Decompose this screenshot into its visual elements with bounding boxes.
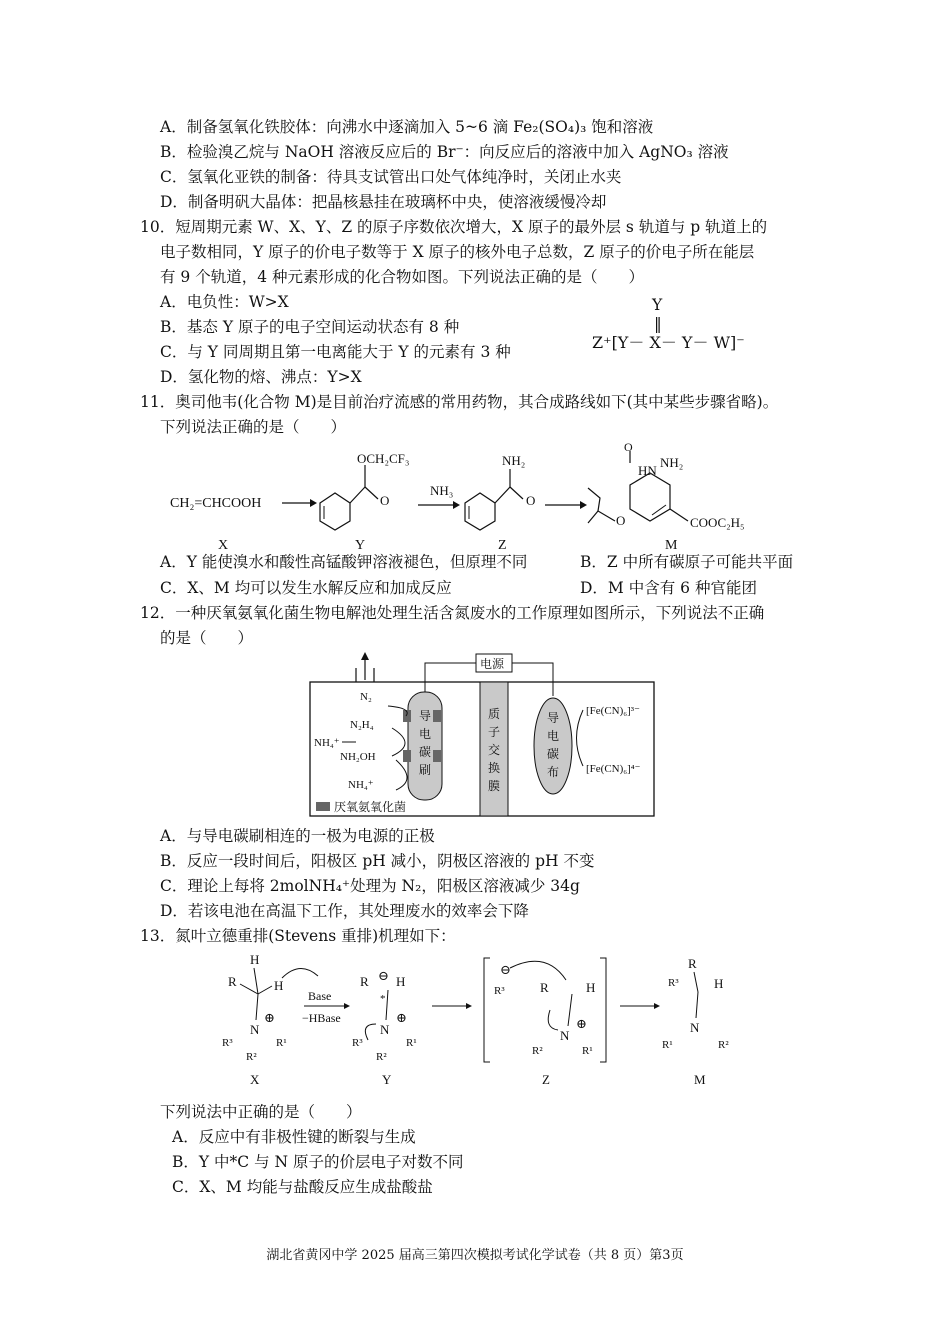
m-o-top-label: O — [624, 443, 633, 454]
m-bond-cn — [696, 992, 698, 1018]
n2h4-label: N₂H₄ — [350, 719, 374, 731]
m-cooet-label: COOC₂H₅ — [690, 515, 745, 530]
x-r3: R³ — [222, 1037, 233, 1049]
arrowhead-x-y — [310, 499, 317, 507]
bacteria-2 — [433, 710, 441, 722]
nh4-left-label: NH₄⁺ — [314, 737, 340, 749]
z-minus: ⊖ — [500, 962, 511, 977]
z-nh2-label: NH₂ — [502, 453, 526, 468]
q9-option-d: D．制备明矾大晶体：把晶核悬挂在玻璃杯中央，使溶液缓慢冷却 — [160, 193, 607, 211]
z-bond-cn — [568, 994, 572, 1026]
x-h-right: H — [274, 978, 284, 993]
z-r: R — [540, 980, 549, 995]
y-bond-cn — [386, 990, 388, 1020]
x-r: R — [228, 974, 237, 989]
y-curved-arrow — [365, 1024, 376, 1040]
q11-stem-line2: 下列说法正确的是（ ） — [160, 418, 347, 436]
arrowhead-x-y — [344, 1003, 350, 1009]
arrow-fe-reduction — [577, 710, 584, 766]
brush-char-4: 刷 — [419, 763, 432, 777]
x-r1: R¹ — [276, 1037, 287, 1049]
q13-question: 下列说法中正确的是（ ） — [160, 1103, 362, 1121]
m-pentyl-branch — [588, 511, 598, 523]
y-h: H — [396, 974, 406, 989]
m-o-ring-label: O — [616, 513, 626, 528]
q10-option-a: A．电负性：W>X — [160, 293, 289, 311]
y-plus: ⊕ — [396, 1010, 407, 1025]
q13-option-b: B．Y 中*C 与 N 原子的价层电子对数不同 — [172, 1153, 464, 1171]
membrane-char-4: 换 — [488, 761, 501, 775]
q13-option-a: A．反应中有非极性键的断裂与生成 — [172, 1128, 416, 1146]
m-nh2-label: NH₂ — [660, 455, 684, 470]
q10-structure-top-y: Y — [652, 296, 663, 314]
z-curved-arrow-bottom — [548, 1010, 558, 1030]
nh3-reagent: NH₃ — [430, 483, 454, 498]
brush-char-1: 导 — [419, 709, 432, 723]
q11-option-c: C．X、M 均可以发生水解反应和加成反应 — [160, 579, 452, 597]
label-m: M — [694, 1072, 706, 1087]
q12-electrolysis-diagram — [308, 648, 658, 820]
q12-stem-line1: 12．一种厌氧氨氧化菌生物电解池处理生活含氮废水的工作原理如图所示，下列说法不正确 — [140, 604, 765, 622]
m-r: R — [688, 956, 697, 971]
q13-mechanism-scheme — [210, 950, 770, 1090]
z-n: N — [560, 1028, 570, 1043]
m-r1: R¹ — [662, 1039, 673, 1051]
z-r2: R² — [532, 1045, 543, 1057]
y-r1: R¹ — [406, 1037, 417, 1049]
x-h-top: H — [250, 952, 260, 967]
page-footer: 湖北省黄冈中学 2025 届高三第四次模拟考试化学试卷（共 8 页）第3页 — [266, 1248, 684, 1263]
x-bond-ch — [254, 968, 258, 994]
m-r3: R³ — [668, 977, 679, 989]
cloth-char-4: 布 — [547, 765, 560, 779]
ring-m — [630, 473, 670, 521]
q11-option-d: D．M 中含有 6 种官能团 — [580, 579, 757, 597]
cloth-char-2: 电 — [547, 729, 560, 743]
arrowhead-z-m — [654, 1003, 660, 1009]
bacteria-3 — [403, 750, 411, 762]
q11-option-a: A．Y 能使溴水和酸性高锰酸钾溶液褪色，但原理不同 — [160, 553, 528, 571]
q10-structure-formula: Z⁺[Y－ X－ Y－ W]⁻ — [592, 333, 745, 352]
legend-swatch — [316, 802, 330, 811]
q9-option-b: B．检验溴乙烷与 NaOH 溶液反应后的 Br⁻：向反应后的溶液中加入 AgNO₃ 溶液 — [160, 143, 729, 161]
x-bond-cr — [240, 984, 258, 994]
power-source-label: 电源 — [480, 657, 505, 671]
y-co-bond — [365, 487, 378, 499]
membrane-char-2: 子 — [488, 725, 501, 739]
label-y: Y — [355, 538, 366, 553]
x-n: N — [250, 1022, 260, 1037]
x-r2: R² — [246, 1051, 257, 1063]
wire-cathode — [512, 663, 553, 696]
m-hn-label: HN — [638, 463, 657, 478]
y-r: R — [360, 974, 369, 989]
q12-option-a: A．与导电碳刷相连的一极为电源的正极 — [160, 827, 435, 845]
label-m: M — [665, 538, 678, 553]
z-o-label: O — [526, 493, 536, 508]
m-bond-cr — [694, 972, 698, 992]
y-n: N — [380, 1022, 390, 1037]
label-x: X — [218, 538, 229, 553]
m-pentyl-chain — [588, 488, 615, 521]
z-bracket-right — [600, 958, 606, 1062]
membrane-char-1: 质 — [488, 707, 501, 721]
q13-option-c: C．X、M 均能与盐酸反应生成盐酸盐 — [172, 1178, 433, 1196]
cloth-char-1: 导 — [547, 711, 560, 725]
z-co-bond — [510, 487, 523, 499]
label-y: Y — [382, 1072, 392, 1087]
hbase-label: −HBase — [302, 1011, 341, 1025]
nh4-bottom-label: NH₄⁺ — [348, 779, 374, 791]
arrowhead-z-m — [580, 501, 587, 509]
y-minus: ⊖ — [378, 968, 389, 983]
m-h: H — [714, 976, 724, 991]
label-z: Z — [542, 1072, 550, 1087]
cloth-char-3: 碳 — [547, 747, 560, 761]
y-o-label: O — [380, 493, 390, 508]
arrow-nh4-cycle — [396, 760, 407, 790]
z-carbonyl-bond — [495, 487, 510, 503]
label-z: Z — [498, 538, 507, 553]
q10-option-c: C．与 Y 同周期且第一电离能大于 Y 的元素有 3 种 — [160, 343, 511, 361]
brush-char-2: 电 — [419, 727, 432, 741]
q11-synthesis-scheme — [160, 443, 800, 553]
membrane-char-5: 膜 — [488, 779, 501, 793]
z-curved-arrow-top — [510, 961, 566, 980]
legend-label: 厌氧氨氧化菌 — [334, 800, 407, 814]
q12-option-c: C．理论上每将 2molNH₄⁺处理为 N₂，阳极区溶液减少 34g — [160, 877, 580, 895]
arrowhead-y-z — [466, 1003, 472, 1009]
ring-m-double-bond — [652, 505, 666, 515]
fe-cn6-3-label: [Fe(CN)₆]³⁻ — [586, 705, 640, 717]
x-formula: CH₂=CHCOOH — [170, 496, 262, 511]
q10-option-d: D．氢化物的熔、沸点：Y>X — [160, 368, 362, 386]
m-r2: R² — [718, 1039, 729, 1051]
y-r2: R² — [376, 1051, 387, 1063]
wire-anode — [425, 663, 476, 692]
q11-option-b: B．Z 中所有碳原子可能共平面 — [580, 553, 794, 571]
z-r3: R³ — [494, 985, 505, 997]
q10-option-b: B．基态 Y 原子的电子空间运动状态有 8 种 — [160, 318, 460, 336]
m-ester-bond — [670, 509, 688, 521]
brush-char-3: 碳 — [419, 745, 432, 759]
z-h: H — [586, 980, 596, 995]
z-plus: ⊕ — [576, 1016, 587, 1031]
q12-option-b: B．反应一段时间后，阳极区 pH 减小，阴极区溶液的 pH 不变 — [160, 852, 595, 870]
membrane-char-3: 交 — [488, 743, 501, 757]
y-star: * — [380, 993, 386, 1005]
bacteria-4 — [433, 750, 441, 762]
x-bond-cn — [256, 994, 258, 1020]
q9-option-c: C．氢氧化亚铁的制备：待具支试管出口处气体纯净时，关闭止水夹 — [160, 168, 622, 186]
q13-stem: 13．氮叶立德重排(Stevens 重排)机理如下： — [140, 927, 456, 945]
fe-cn6-4-label: [Fe(CN)₆]⁴⁻ — [586, 763, 641, 775]
q12-stem-line2: 的是（ ） — [160, 629, 254, 647]
q10-stem-line2: 电子数相同，Y 原子的价电子数等于 X 原子的核外电子总数，Z 原子的价电子所在能层 — [160, 243, 755, 261]
x-bond-ch2 — [258, 986, 272, 994]
nh2oh-label: NH₂OH — [340, 751, 376, 763]
q10-stem-line1: 10．短周期元素 W、X、Y、Z 的原子序数依次增大，X 原子的最外层 s 轨道与 p 轨道上的 — [140, 218, 768, 236]
z-r1: R¹ — [582, 1045, 593, 1057]
y-r3: R³ — [352, 1037, 363, 1049]
y-carbonyl-bond — [350, 487, 365, 503]
q11-stem-line1: 11．奥司他韦(化合物 M)是目前治疗流感的常用药物，其合成路线如下(其中某些步骤省略)。 — [140, 393, 779, 411]
x-plus: ⊕ — [264, 1010, 275, 1025]
q10-structure-double-bond: ‖ — [654, 315, 662, 333]
gas-arrowhead — [361, 652, 369, 660]
q12-option-d: D．若该电池在高温下工作，其处理废水的效率会下降 — [160, 902, 529, 920]
x-curved-arrow — [282, 968, 318, 978]
label-x: X — [250, 1072, 260, 1087]
z-bracket-left — [484, 958, 490, 1062]
base-label: Base — [308, 989, 332, 1003]
y-ocf-label: OCH₂CF₃ — [357, 451, 410, 466]
q9-option-a: A．制备氢氧化铁胶体：向沸水中逐滴加入 5~6 滴 Fe₂(SO₄)₃ 饱和溶液 — [160, 118, 654, 136]
arrowhead-y-z — [453, 501, 460, 509]
n2-label: N₂ — [360, 691, 372, 703]
m-n: N — [690, 1020, 700, 1035]
q10-stem-line3: 有 9 个轨道，4 种元素形成的化合物如图。下列说法正确的是（ ） — [160, 268, 645, 286]
